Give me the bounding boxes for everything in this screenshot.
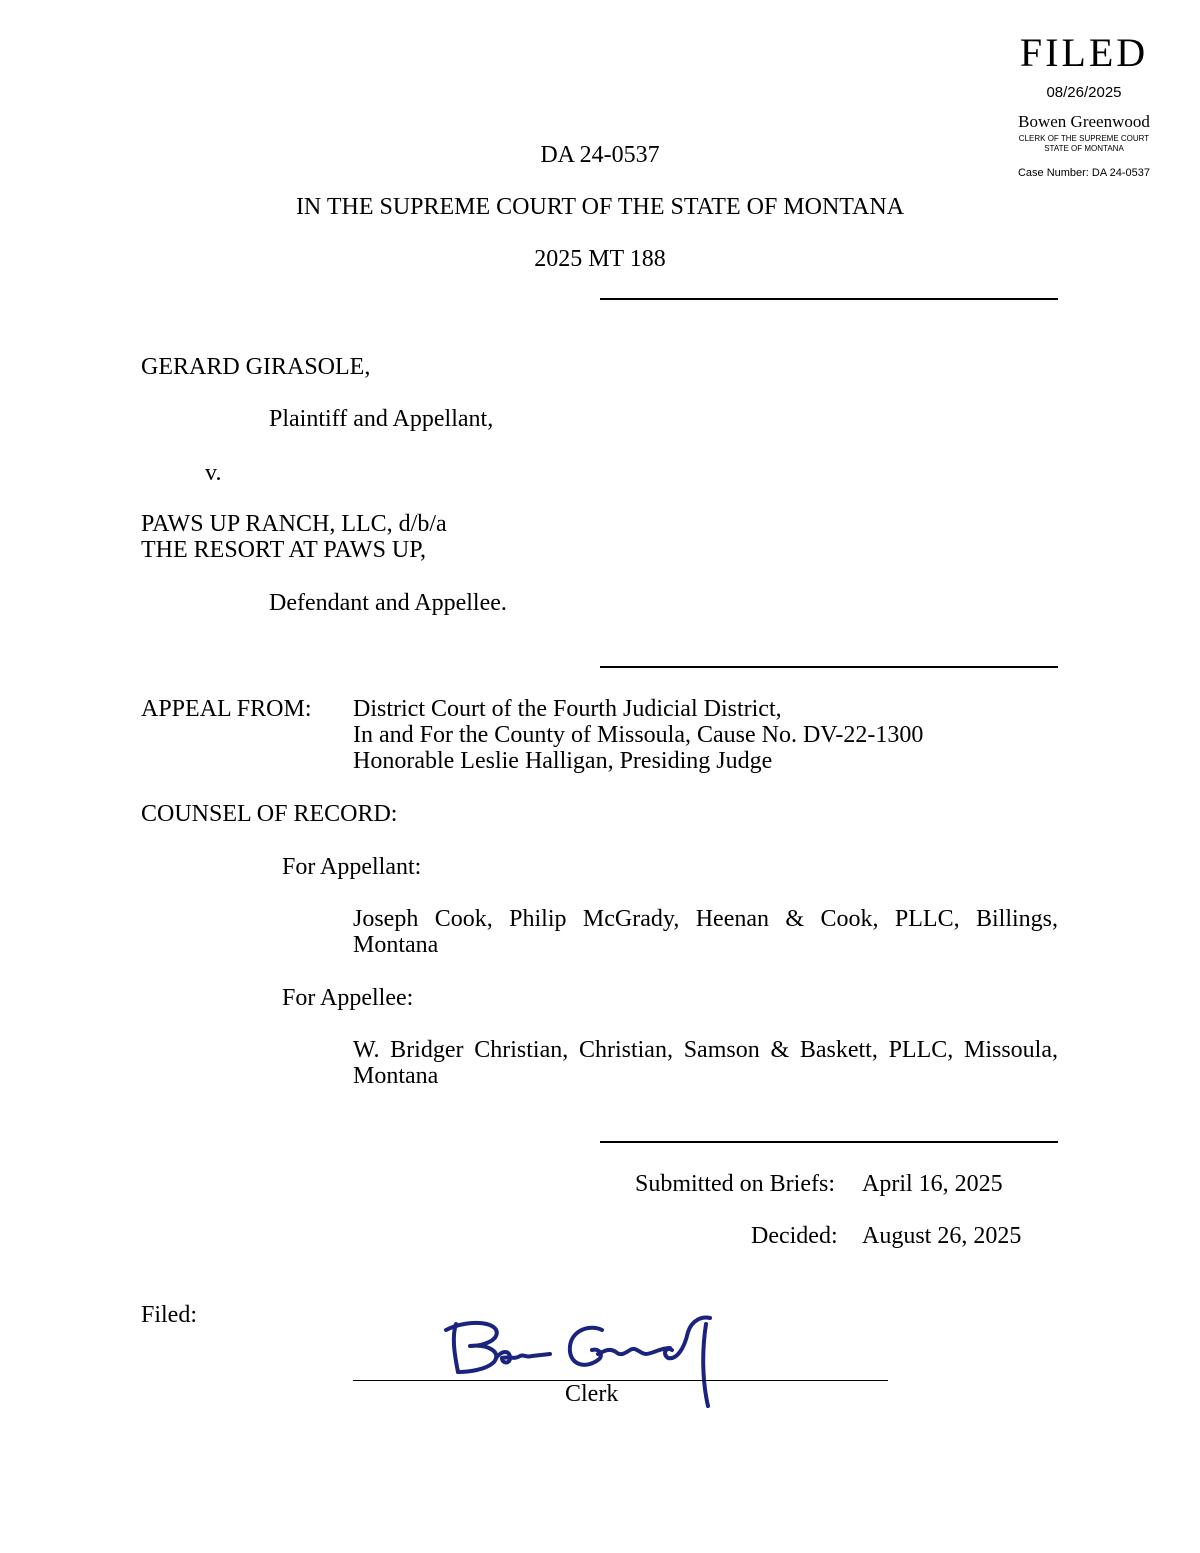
decided-date: August 26, 2025: [862, 1223, 1022, 1249]
defendant-role: Defendant and Appellee.: [269, 590, 507, 616]
divider-rule: [600, 298, 1058, 300]
divider-rule: [600, 1141, 1058, 1143]
versus: v.: [205, 460, 222, 486]
docket-number: DA 24-0537: [540, 142, 660, 168]
appellant-counsel-label: For Appellant:: [282, 854, 422, 880]
filed-stamp-state: STATE OF MONTANA: [1044, 144, 1124, 153]
divider-rule: [600, 666, 1058, 668]
appeal-court-line3: Honorable Leslie Halligan, Presiding Judge: [353, 748, 773, 774]
appellee-counsel-line2: Montana: [353, 1063, 439, 1089]
filed-stamp-heading: FILED: [1019, 30, 1149, 75]
appeal-court-line2: In and For the County of Missoula, Cause No. DV-22-1300: [353, 722, 924, 748]
plaintiff-role: Plaintiff and Appellant,: [269, 406, 494, 432]
signature-line: [353, 1380, 888, 1381]
clerk-label: Clerk: [565, 1381, 619, 1407]
appeal-court-line1: District Court of the Fourth Judicial District,: [353, 696, 782, 722]
decided-label: Decided:: [751, 1223, 838, 1249]
defendant-name-line1: PAWS UP RANCH, LLC, d/b/a: [141, 511, 447, 537]
submitted-date: April 16, 2025: [862, 1171, 1003, 1197]
filed-stamp-clerk-name: Bowen Greenwood: [1018, 112, 1150, 131]
filed-stamp-clerk-title: CLERK OF THE SUPREME COURT: [1018, 134, 1150, 143]
submitted-label: Submitted on Briefs:: [635, 1171, 835, 1197]
filed-label: Filed:: [141, 1302, 198, 1328]
counsel-label: COUNSEL OF RECORD:: [141, 801, 398, 827]
citation: 2025 MT 188: [534, 246, 666, 272]
defendant-name-line2: THE RESORT AT PAWS UP,: [141, 537, 426, 563]
appellant-counsel-line1: Joseph Cook, Philip McGrady, Heenan & Cook, PLLC, Billings,: [353, 906, 1058, 932]
appeal-from-label: APPEAL FROM:: [141, 696, 312, 722]
appellee-counsel-label: For Appellee:: [282, 985, 414, 1011]
appellee-counsel-line1: W. Bridger Christian, Christian, Samson & Baskett, PLLC, Missoula,: [353, 1037, 1058, 1063]
plaintiff-name: GERARD GIRASOLE,: [141, 354, 371, 380]
filed-stamp-date: 08/26/2025: [1046, 84, 1122, 101]
filed-stamp-case-number: Case Number: DA 24-0537: [1017, 167, 1151, 179]
court-name: IN THE SUPREME COURT OF THE STATE OF MONTANA: [295, 194, 905, 220]
appellant-counsel-line2: Montana: [353, 932, 439, 958]
